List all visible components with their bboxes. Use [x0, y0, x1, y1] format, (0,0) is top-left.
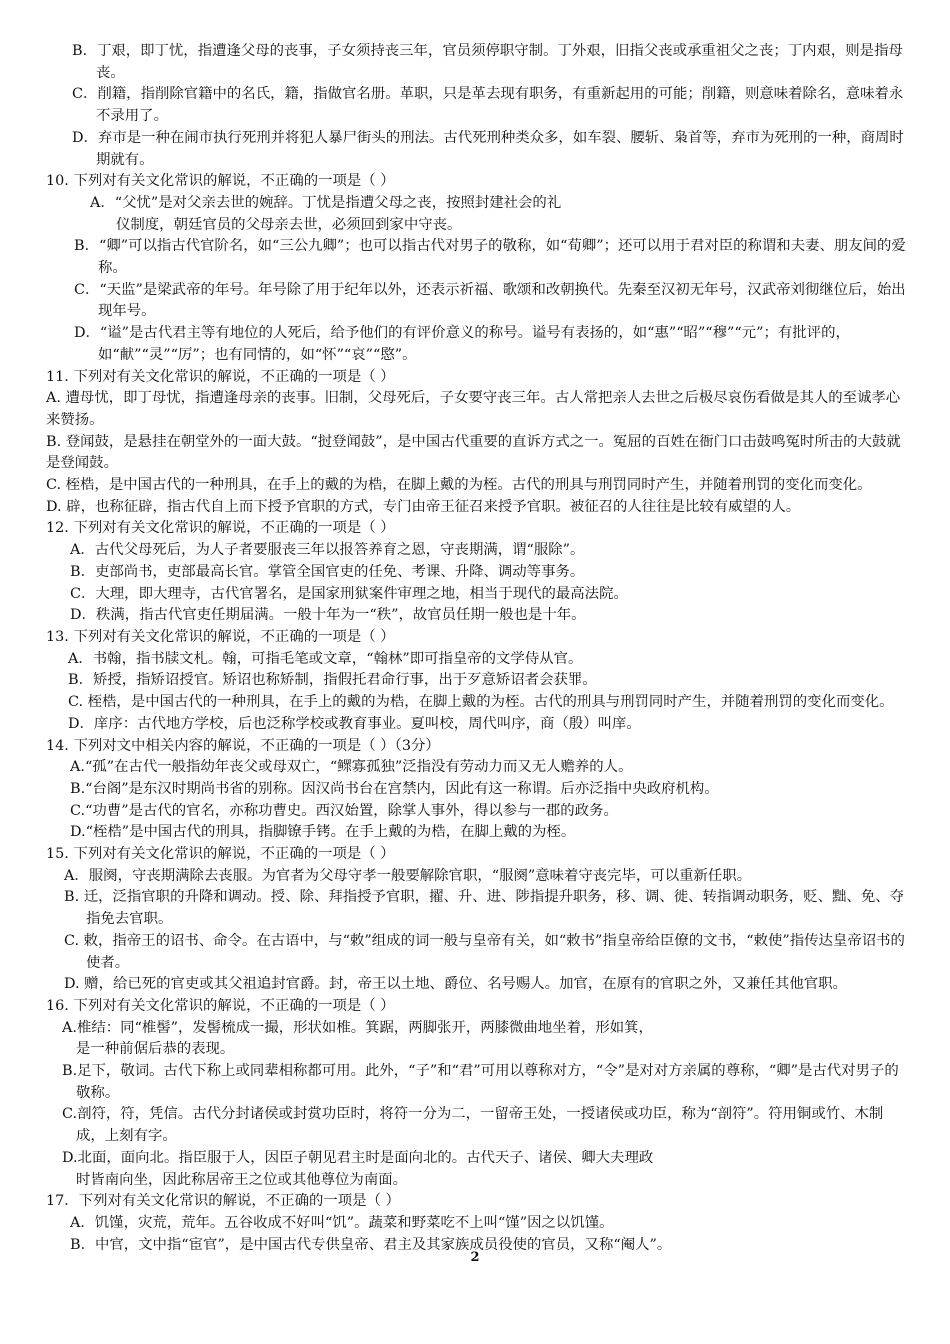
page-number: 2	[470, 1250, 480, 1265]
option-text: C.“功曹”是古代的官名，亦称功曹史。西汉始置，除掌人事外，得以参与一郡的政务。	[70, 802, 618, 819]
option-text: B. 迁，泛指官职的升降和调动。授、除、拜指授予官职，擢、升、进、陟指提升职务，移、调、徙、转指调动职务，贬、黜、免、夺指免去官职。	[64, 889, 904, 928]
option-text: 是一种前倨后恭的表现。	[76, 1041, 235, 1058]
option-text: D. 赠，给已死的官吏或其父祖追封官爵。封，帝王以土地、爵位、名号赐人。加官，在原有的官职之外，又兼任其他官职。	[64, 976, 847, 993]
option-text: A.“孤”在古代一般指幼年丧父或母双亡，“鳏寡孤独”泛指没有劳动力而又无人赡养的人。	[70, 759, 633, 776]
option-text: A.椎结：同“椎髻”，发髻梳成一撮，形状如椎。箕踞，两脚张开，两膝微曲地坐着，形如箕，	[62, 1019, 653, 1036]
question-stem: 13. 下列对有关文化常识的解说，不正确的一项是（ ）	[46, 628, 395, 645]
option-text: D．庠序：古代地方学校，后也泛称学校或教育事业。夏叫校，周代叫序，商（殷）叫庠。	[68, 715, 641, 732]
option-text: C．“天监”是梁武帝的年号。年号除了用于纪年以外，还表示祈福、歌颂和改朝换代。先秦至汉初无年号，汉武帝刘彻继位后，始出现年号。	[74, 281, 906, 320]
question-stem: 14. 下列对文中相关内容的解说，不正确的一项是（ ）（3分）	[46, 737, 440, 754]
document-body	[46, 41, 908, 1256]
question-stem: 17．下列对有关文化常识的解说，不正确的一项是（ ）	[46, 1193, 400, 1210]
option-text: A．饥馑，灾荒，荒年。五谷收成不好叫“饥”。蔬菜和野菜吃不上叫“馑”因之以饥馑。	[70, 1214, 614, 1231]
option-text: 仪制度，朝廷官员的父母亲去世，必须回到家中守丧。	[116, 216, 462, 233]
option-text: 时皆南向坐，因此称居帝王之位或其他尊位为南面。	[76, 1171, 407, 1188]
option-text: A. 遭母忧，即丁母忧，指遭逢母亲的丧事。旧制，父母死后，子女要守丧三年。古人常把亲人去世之后极尽哀伤看做是其人的至诚孝心来赞扬。	[46, 390, 901, 428]
option-text: B．吏部尚书，吏部最高长官。掌管全国官吏的任免、考课、升降、调动等事务。	[70, 563, 585, 580]
option-text: C．削籍，指削除官籍中的名氏，籍，指做官名册。革职，只是革去现有职务，有重新起用的可能；削籍，则意味着除名，意味着永不录用了。	[72, 86, 904, 125]
question-stem: 16. 下列对有关文化常识的解说，不正确的一项是（ ）	[46, 997, 395, 1014]
option-text: D．“谥”是古代君主等有地位的人死后，给予他们的有评价意义的称号。谥号有表扬的，如“惠”“昭”“穆”“元”；有批评的，如“献”“灵”“厉”；也有同情的，如“怀”“哀”“愍”。	[74, 325, 850, 363]
option-text: B．矫授，指矫诏授官。矫诏也称矫制，指假托君命行事，出于歹意矫诏者会获罪。	[68, 672, 597, 689]
option-text: C.剖符，符，凭信。古代分封诸侯或封赏功臣时，将符一分为二，一留帝王处，一授诸侯或功臣，称为“剖符”。符用铜或竹、木制成，上刻有字。	[62, 1106, 884, 1145]
option-text: A．古代父母死后，为人子者要服丧三年以报答养育之恩，守丧期满，谓“服除”。	[70, 542, 585, 559]
option-text: A．服阕，守丧期满除去丧服。为官者为父母守孝一般要解除官职，“服阕”意味着守丧完毕，可以重新任职。	[64, 867, 752, 884]
option-text: A．书翰，指书牍文札。翰，可指毛笔或文章，“翰林”即可指皇帝的文学侍从官。	[68, 650, 583, 667]
option-text: D.北面，面向北。指臣服于人，因臣子朝见君主时是面向北的。古代天子、诸侯、卿大夫理政	[62, 1149, 654, 1166]
option-text: B. 登闻鼓，是悬挂在朝堂外的一面大鼓。“挝登闻鼓”，是中国古代重要的直诉方式之一。冤屈的百姓在衙门口击鼓鸣冤时所击的大鼓就是登闻鼓。	[46, 433, 901, 472]
option-text: C. 桎梏，是中国古代的一种刑具，在手上的戴的为梏，在脚上戴的为桎。古代的刑具与刑罚同时产生，并随着刑罚的变化而变化。	[68, 694, 894, 711]
option-text: C. 桎梏，是中国古代的一种刑具，在手上的戴的为梏，在脚上戴的为桎。古代的刑具与刑罚同时产生，并随着刑罚的变化而变化。	[46, 477, 872, 494]
option-text: D.“桎梏”是中国古代的刑具，指脚镣手铐。在手上戴的为梏，在脚上戴的为桎。	[70, 824, 576, 841]
option-text: D．秩满，指古代官吏任期届满。一般十年为一“秩”，故官员任期一般也是十年。	[70, 607, 586, 624]
question-stem: 15. 下列对有关文化常识的解说，不正确的一项是（ ）	[46, 846, 395, 863]
option-text: D. 辟，也称征辟，指古代自上而下授予官职的方式，专门由帝王征召来授予官职。被征召的人往往是比较有威望的人。	[46, 498, 801, 515]
option-text: C. 敕，指帝王的诏书、命令。在古语中，与“敕”组成的词一般与皇帝有关，如“敕书”指皇帝给臣僚的文书，“敕使”指传达皇帝诏书的使者。	[64, 932, 905, 971]
option-text: A．“父忧”是对父亲去世的婉辞。丁忧是指遭父母之丧，按照封建社会的礼	[90, 194, 562, 211]
question-stem: 12. 下列对有关文化常识的解说，不正确的一项是（ ）	[46, 520, 395, 537]
question-stem: 11. 下列对有关文化常识的解说，不正确的一项是（ ）	[46, 368, 395, 385]
option-text: D．弃市是一种在闹市执行死刑并将犯人暴尸街头的刑法。古代死刑种类众多，如车裂、腰斩、枭首等，弃市为死刑的一种，商周时期就有。	[72, 129, 904, 168]
option-text: B．“卿”可以指古代官阶名，如“三公九卿”；也可以指古代对男子的敬称，如“荀卿”；还可以用于君对臣的称谓和夫妻、朋友间的爱称。	[74, 238, 906, 277]
option-text: B.足下，敬词。古代下称上或同辈相称都可用。此外，“子”和“君”可用以尊称对方，“令”是对对方亲属的尊称，“卿”是古代对男子的敬称。	[62, 1063, 899, 1101]
question-stem: 10. 下列对有关文化常识的解说，不正确的一项是（ ）	[46, 173, 395, 190]
option-text: B．丁艰，即丁忧，指遭逢父母的丧事，子女须持丧三年，官员须停职守制。丁外艰，旧指父丧或承重祖父之丧；丁内艰，则是指母丧。	[72, 43, 903, 81]
option-text: B.“台阁”是东汉时期尚书省的别称。因汉尚书台在宫禁内，因此有这一称谓。后亦泛指中央政府机构。	[70, 780, 719, 797]
option-text: B．中官，文中指“宦官”，是中国古代专供皇帝、君主及其家族成员役使的官员，又称“阉人”。	[70, 1236, 672, 1253]
option-text: C．大理，即大理寺，古代官署名，是国家刑狱案件审理之地，相当于现代的最高法院。	[70, 585, 628, 602]
